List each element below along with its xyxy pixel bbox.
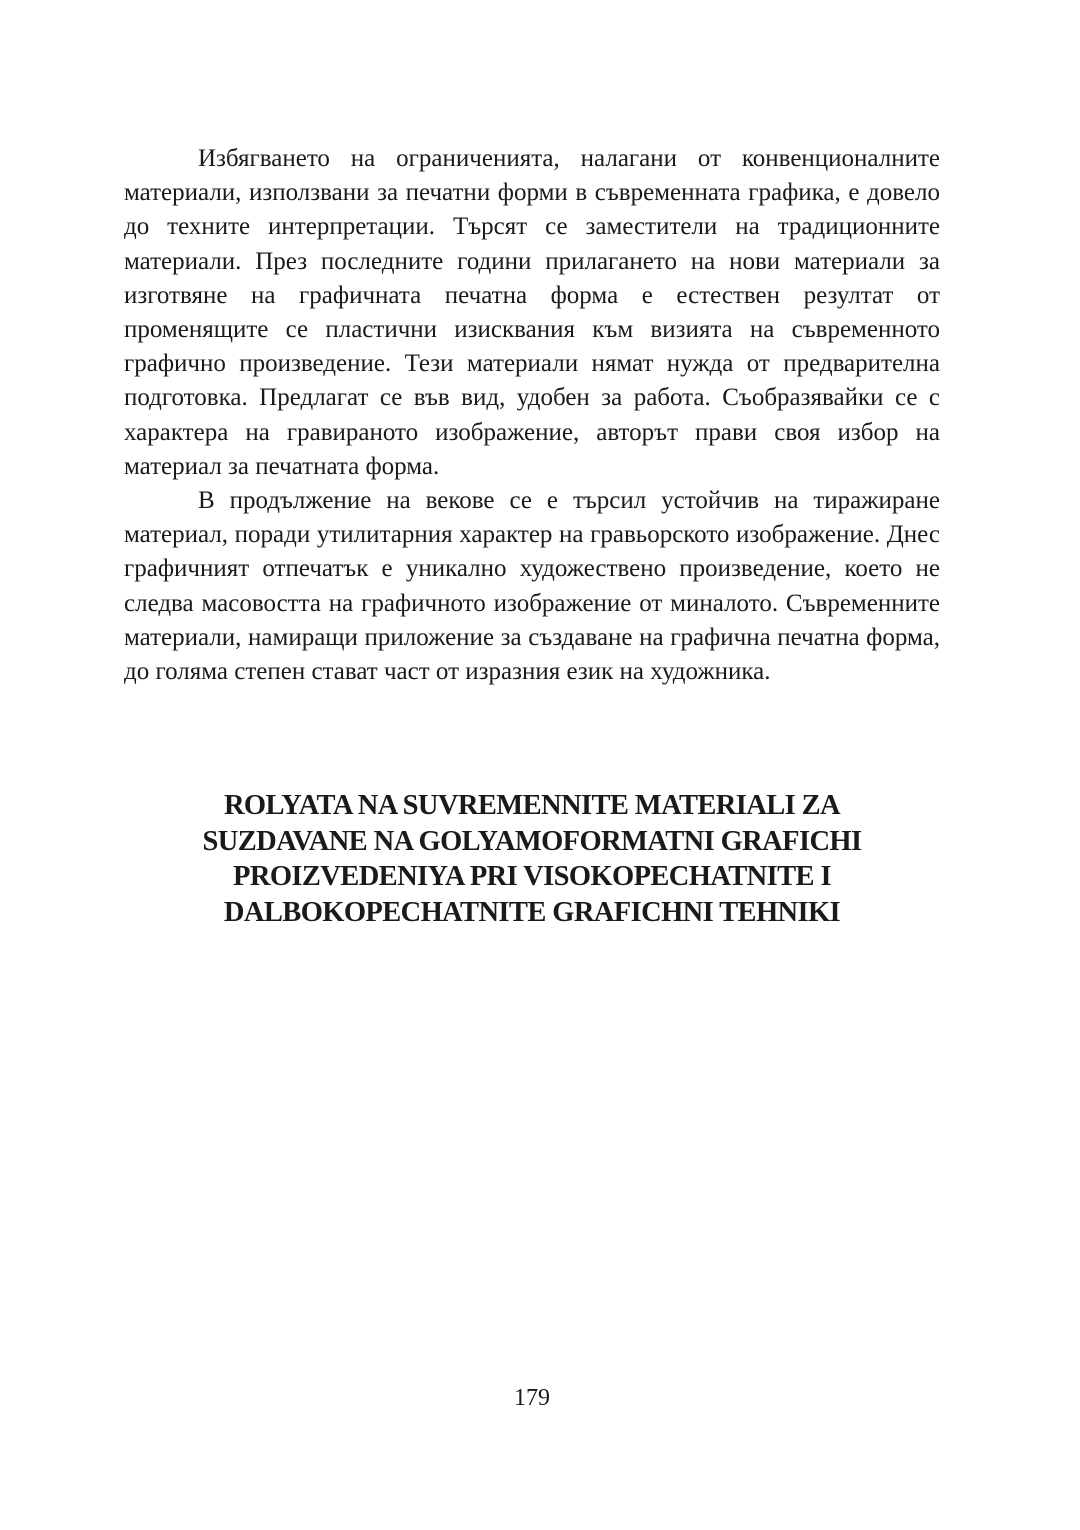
heading-line-1: ROLYATA NA SUVREMENNITE MATERIALI ZA <box>223 790 841 821</box>
body-text <box>124 142 940 689</box>
heading-line-3: PROIZVEDENIYA PRI VISOKOPECHATNITE I <box>233 861 831 892</box>
heading-line-2: SUZDAVANE NA GOLYAMOFORMATNI GRAFICHI <box>202 825 862 857</box>
paragraph-1: Избягването на ограниченията, налагани от конвенционалните материали, използвани за печатни форми в съвременната графика, е довело до техните интерпретации. Търсят се заместители на традиционните материали. През последните години прилагането на нови материали за изготвяне на графичната печатна форма е естествен резултат от променящите се пластични изисквания към визията на съвременното графично произведение. Тези материали нямат нужда от предварителна подготовка. Предлагат се във вид, удобен за работа. Съобразявайки се с характера на гравираното изображение, авторът прави своя избор на материал за печатната форма. <box>124 145 940 480</box>
page-number: 179 <box>514 1385 550 1411</box>
paragraph-2: В продължение на векове се е търсил устойчив на тиражиране материал, поради утилитарния характер на гравьорското изображение. Днес графичният отпечатък е уникално художествено произведение, което не следва масовостта на графичното изображение от миналото. Съвременните материали, намиращи приложение за създаване на графична печатна форма, до голяма степен стават част от изразния език на художника. <box>124 487 940 686</box>
heading-line-4: DALBOKOPECHATNITE GRAFICHNI TEHNIKI <box>223 896 841 928</box>
section-heading <box>124 788 940 930</box>
